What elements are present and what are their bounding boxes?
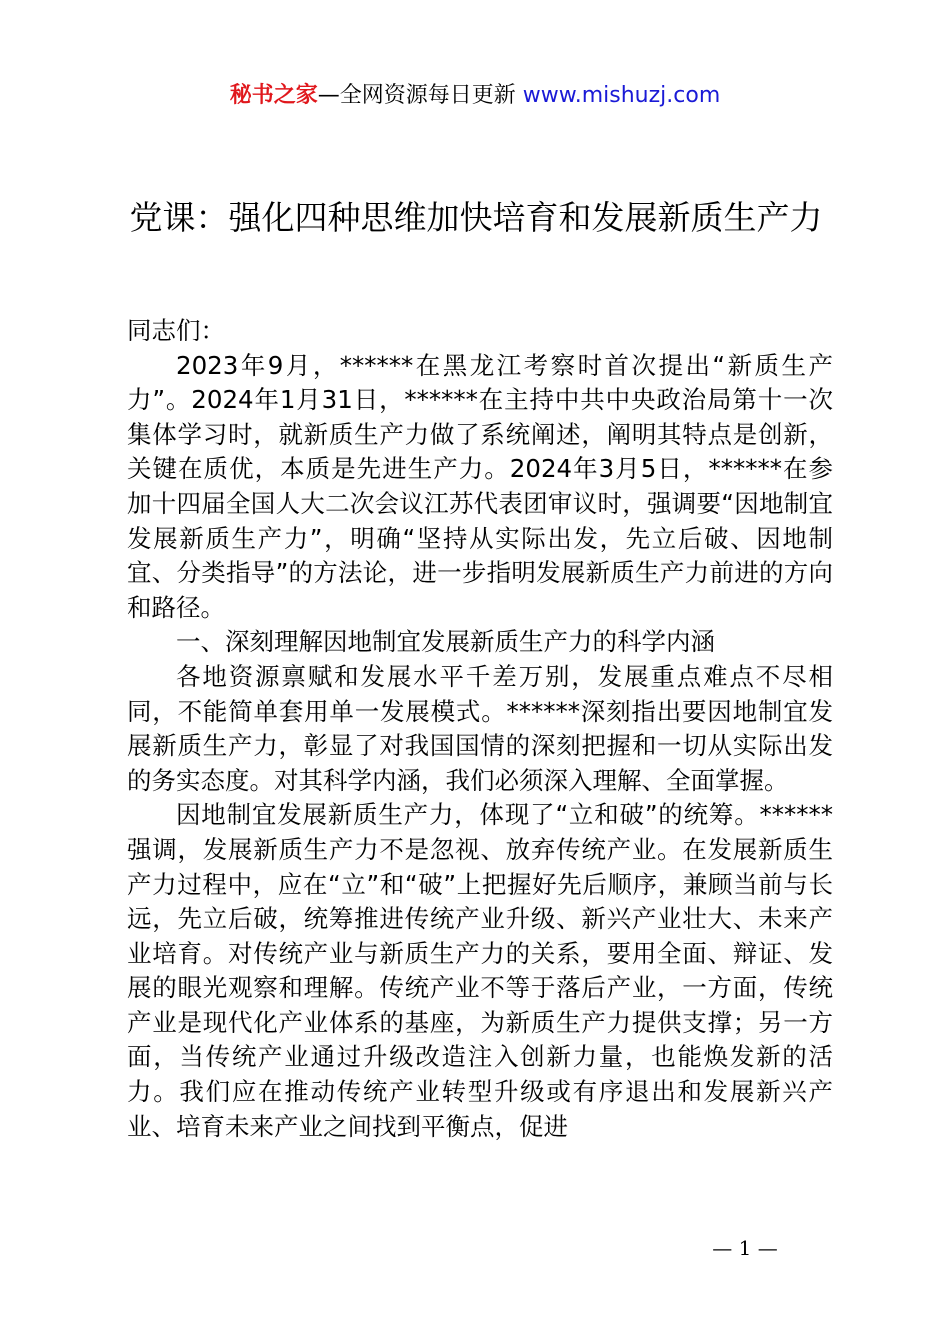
salutation: 同志们： [127, 316, 225, 345]
document-title: 党课：强化四种思维加快培育和发展新质生产力 [129, 198, 823, 237]
website-link[interactable]: www.mishuzj.com [522, 83, 721, 108]
page-number: — 1 — [712, 1236, 778, 1260]
paragraph-3: 因地制宜发展新质生产力，体现了“立和破”的统筹。******强调，发展新质生产力不是忽视、放弃传统产业。在发展新质生产力过程中，应在“立”和“破”上把握好先后顺序，兼顾当前与长远，先立后破，统筹推进传统产业升级、新兴产业壮大、未来产业培育。对传统产业与新质生产力的关系，要用全面、辩证、发展的眼光观察和理解。传统产业不等于落后产业，一方面，传统产业是现代化产业体系的基座，为新质生产力提供支撑；另一方面，当传统产业通过升级改造注入创新力量，也能焕发新的活力。我们应在推动传统产业转型升级或有序退出和发展新兴产业、培育未来产业之间找到平衡点，促进 [127, 800, 833, 1141]
paragraph-intro: 2023年9月，******在黑龙江考察时首次提出“新质生产力”。2024年1月31日，******在主持中共中央政治局第十一次集体学习时，就新质生产力做了系统阐述，阐明其特点是创新，关键在质优，本质是先进生产力。2024年3月5日，******在参加十四届全国人大二次会议江苏代表团审议时，强调要“因地制宜发展新质生产力”，明确“坚持从实际出发，先立后破、因地制宜、分类指导”的方法论，进一步指明发展新质生产力前进的方向和路径。 [127, 350, 833, 622]
header-tagline: —全网资源每日更新 [317, 83, 516, 108]
section-heading: 一、深刻理解因地制宜发展新质生产力的科学内涵 [176, 627, 715, 657]
document-body [127, 314, 833, 1144]
paragraph-2: 各地资源禀赋和发展水平千差万别，发展重点难点不尽相同，不能简单套用单一发展模式。******深刻指出要因地制宜发展新质生产力，彰显了对我国国情的深刻把握和一切从实际出发的务实态度。对其科学内涵，我们必须深入理解、全面掌握。 [127, 661, 833, 795]
brand-name: 秘书之家 [229, 83, 318, 108]
page-header [0, 80, 950, 112]
